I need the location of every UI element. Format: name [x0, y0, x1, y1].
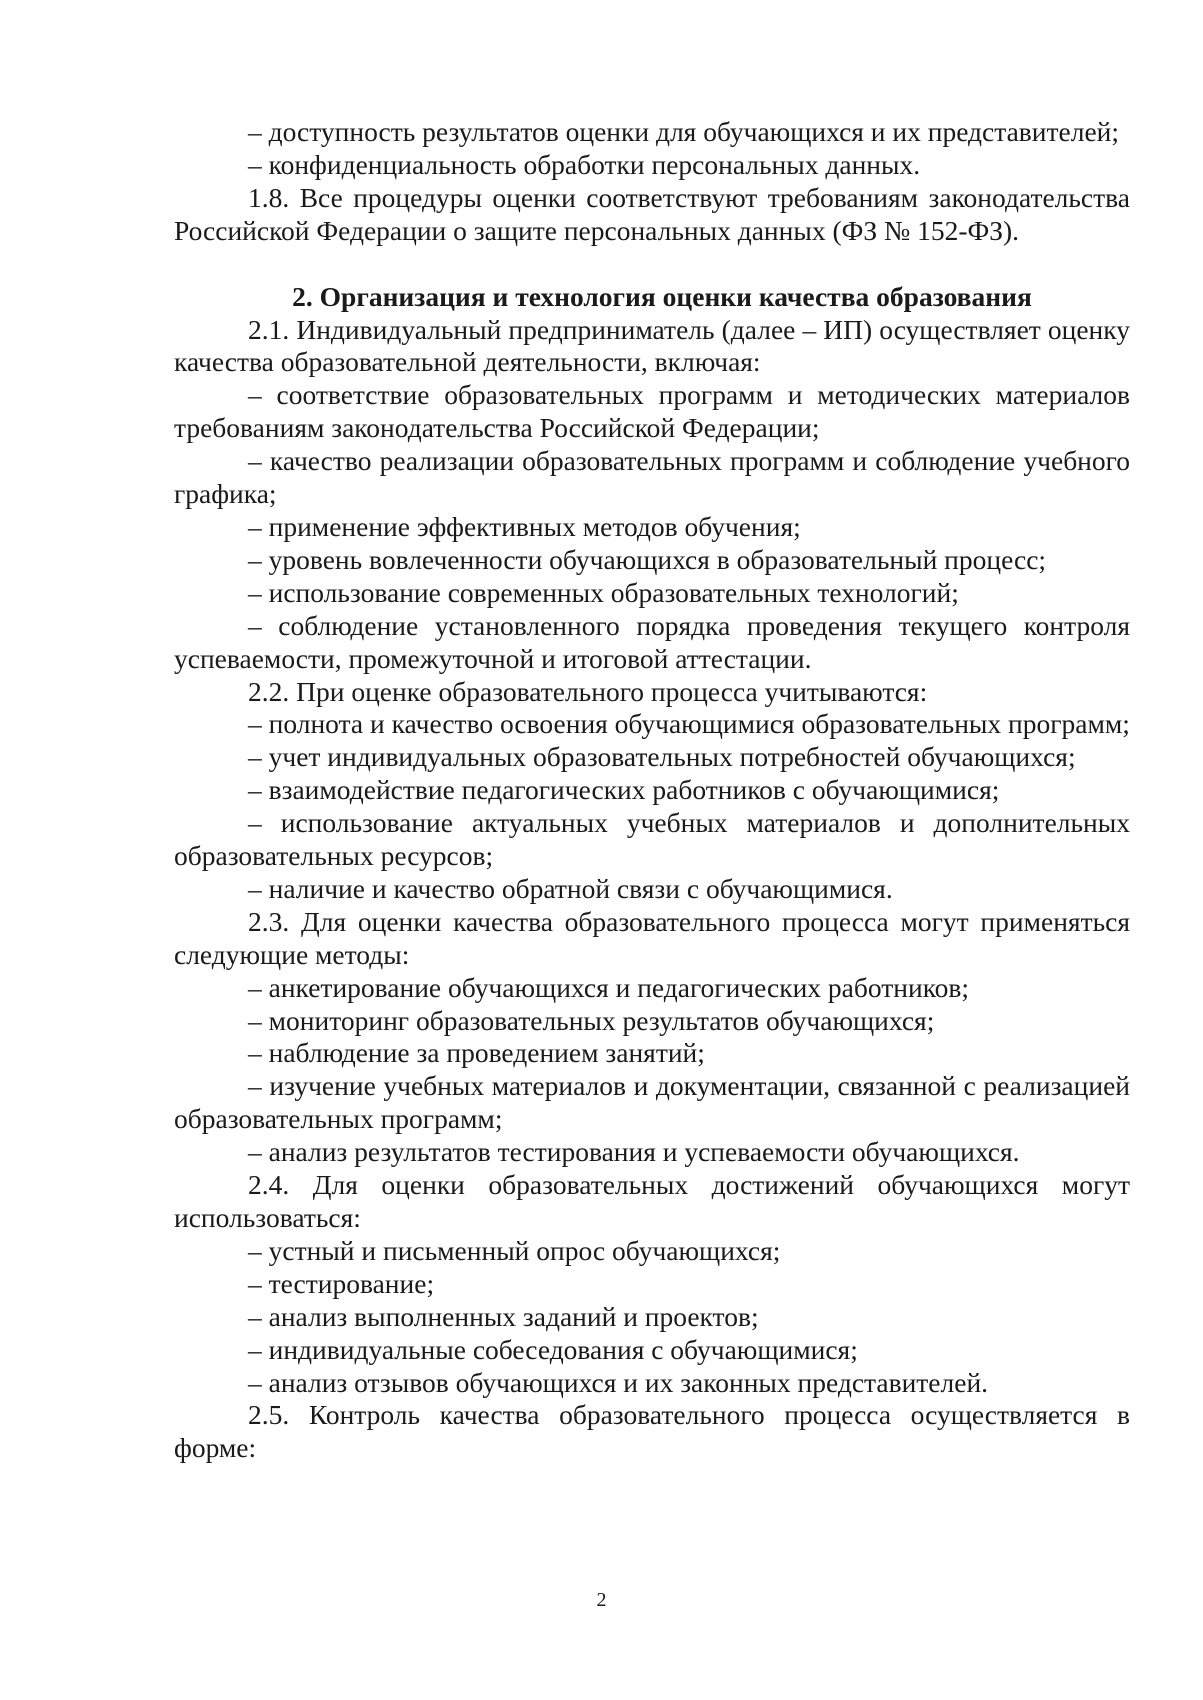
- section-spacer: [174, 248, 1130, 281]
- paragraph: 1.8. Все процедуры оценки соответствуют требованиям законодательства Российской Федерации о защите персональных данных (ФЗ № 152-ФЗ).: [174, 181, 1130, 246]
- list-item: – использование современных образовательных технологий;: [248, 576, 959, 608]
- list-item: – взаимодействие педагогических работников с обучающимися;: [248, 774, 1000, 806]
- list-item: – анкетирование обучающихся и педагогических работников;: [248, 971, 970, 1003]
- list-item: – наблюдение за проведением занятий;: [248, 1037, 705, 1069]
- paragraph-group-section: [174, 314, 1130, 1466]
- list-item: – учет индивидуальных образовательных потребностей обучающихся;: [248, 741, 1076, 773]
- paragraph-group-top: [174, 116, 1130, 248]
- list-item: – анализ выполненных заданий и проектов;: [248, 1300, 759, 1332]
- list-item: – индивидуальные собеседования с обучающимися;: [248, 1333, 858, 1365]
- list-item: – полнота и качество освоения обучающимися образовательных программ;: [248, 708, 1130, 740]
- list-item: – использование актуальных учебных материалов и дополнительных образовательных ресурсов;: [174, 807, 1130, 872]
- list-item: – качество реализации образовательных программ и соблюдение учебного графика;: [174, 445, 1130, 510]
- paragraph: 2.3. Для оценки качества образовательного процесса могут применяться следующие методы:: [174, 905, 1130, 970]
- list-item: – уровень вовлеченности обучающихся в образовательный процесс;: [248, 543, 1047, 575]
- paragraph: 2.4. Для оценки образовательных достижений обучающихся могут использоваться:: [174, 1169, 1130, 1233]
- list-item: – анализ отзывов обучающихся и их законных представителей.: [248, 1366, 989, 1398]
- paragraph: 2.5. Контроль качества образовательного процесса осуществляется в форме:: [174, 1399, 1130, 1464]
- list-item: – соблюдение установленного порядка проведения текущего контроля успеваемости, промежуточной и итоговой аттестации.: [174, 609, 1130, 674]
- list-item: – соответствие образовательных программ и методических материалов требованиям законодательства Российской Федерации;: [174, 379, 1130, 444]
- list-item: – применение эффективных методов обучения;: [248, 510, 801, 542]
- paragraph: 2.2. При оценке образовательного процесса учитываются:: [248, 675, 928, 707]
- paragraph: – конфиденциальность обработки персональных данных.: [248, 148, 921, 180]
- page-number: 2: [596, 1589, 607, 1611]
- list-item: – изучение учебных материалов и документации, связанной с реализацией образовательных программ;: [174, 1070, 1130, 1135]
- list-item: – мониторинг образовательных результатов обучающихся;: [248, 1004, 935, 1036]
- list-item: – устный и письменный опрос обучающихся;: [248, 1234, 781, 1266]
- list-item: – тестирование;: [248, 1267, 435, 1299]
- list-item: – наличие и качество обратной связи с обучающимися.: [248, 872, 893, 904]
- paragraph: – доступность результатов оценки для обучающихся и их представителей;: [248, 116, 1120, 147]
- list-item: – анализ результатов тестирования и успеваемости обучающихся.: [248, 1136, 1020, 1168]
- section-heading: 2. Организация и технология оценки качества образования: [292, 280, 1032, 312]
- paragraph: 2.1. Индивидуальный предприниматель (далее – ИП) осуществляет оценку качества образовательной деятельности, включая:: [174, 313, 1130, 378]
- document-page: [174, 116, 1130, 1465]
